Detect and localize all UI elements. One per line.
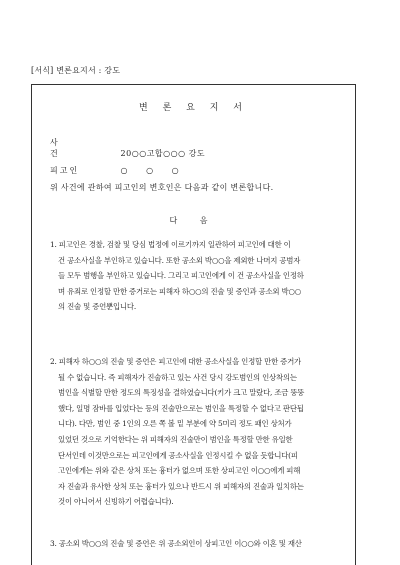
paragraph-line: 1. 피고인은 경찰, 검찰 및 당심 법정에 이르기까지 일관하여 피고인에 대한 이	[50, 240, 291, 249]
paragraph-line: 며 유죄로 인정할 만한 증거로는 피해자 하○○의 진술 및 증인과 공소외 박○○	[58, 286, 301, 296]
paragraph-line: 것이 아니어서 신빙하기 어렵습니다).	[58, 497, 174, 507]
case-value: 20○○고합○○○ 강도	[120, 149, 206, 158]
defendant-row	[50, 165, 187, 176]
paragraph-line: 건 공소사실을 부인하고 있습니다. 또한 공소외 박○○을 제외한 나머지 공범자	[58, 255, 301, 265]
paragraph-line: 3. 공소외 박○○의 진술 및 증언은 위 공소외인이 상피고인 이○○와 이혼 및 재산	[50, 539, 302, 548]
case-label: 사 건	[50, 138, 68, 158]
paragraph-line: 2. 피해자 하○○의 진술 및 증언은 피고인에 대한 공소사실을 인정할 만한 증거가	[50, 357, 301, 366]
paragraph-line: 들 모두 범행을 부인하고 있습니다. 그리고 피고인에게 이 건 공소사실을 인정하	[58, 271, 304, 281]
defendant-label: 피고인	[50, 166, 80, 175]
defendant-value: ○ ○ ○	[120, 166, 187, 175]
document-box	[31, 84, 356, 565]
paragraph-line: 의 진술 및 증언뿐입니다.	[58, 302, 136, 312]
paragraph-1	[50, 237, 341, 315]
paragraph-line: 고인에게는 위와 같은 상처 또는 흉터가 없으며 또한 상피고인 이○○에게 피해	[58, 466, 301, 476]
paragraph-line: 있었던 것으로 기억한다는 위 피해자의 진술만이 범인을 특정할 만한 유일한	[58, 434, 293, 444]
section-heading: 다 음	[169, 216, 218, 225]
paragraph-line: 니다). 다만, 범인 중 1인의 오른 쪽 볼 밑 부분에 약 5미리 정도 패인 상처가	[58, 419, 292, 429]
paragraph-2	[50, 354, 341, 510]
paragraph-3	[50, 536, 341, 552]
paragraph-line: 했다, 일명 잠바를 입었다는 등의 진술만으로는 범인을 특정할 수 없다고 판단됩	[58, 403, 304, 413]
document-title: 변 론 요 지 서	[139, 103, 248, 113]
paragraph-line: 자 진술과 유사한 상처 또는 흉터가 있으나 반드시 위 피해자의 진술과 일치하는	[58, 481, 304, 491]
paragraph-line: 범인을 식별할 만한 정도의 특징성을 결하였습니다(키가 크고 말랐다, 조금 뚱뚱	[58, 388, 305, 398]
page-label: [서식] 변론요지서 : 강도	[31, 66, 121, 75]
case-row	[50, 137, 205, 159]
intro-text: 위 사건에 관하여 피고인의 변호인은 다음과 같이 변론합니다.	[50, 183, 274, 192]
paragraph-line: 될 수 없습니다. 즉 피해자가 진술하고 있는 사건 당시 강도범인의 인상착의는	[58, 372, 297, 382]
paragraph-line: 단서인데 이것만으로는 피고인에게 공소사실을 인정시킬 수 없을 듯합니다(피	[58, 450, 298, 460]
